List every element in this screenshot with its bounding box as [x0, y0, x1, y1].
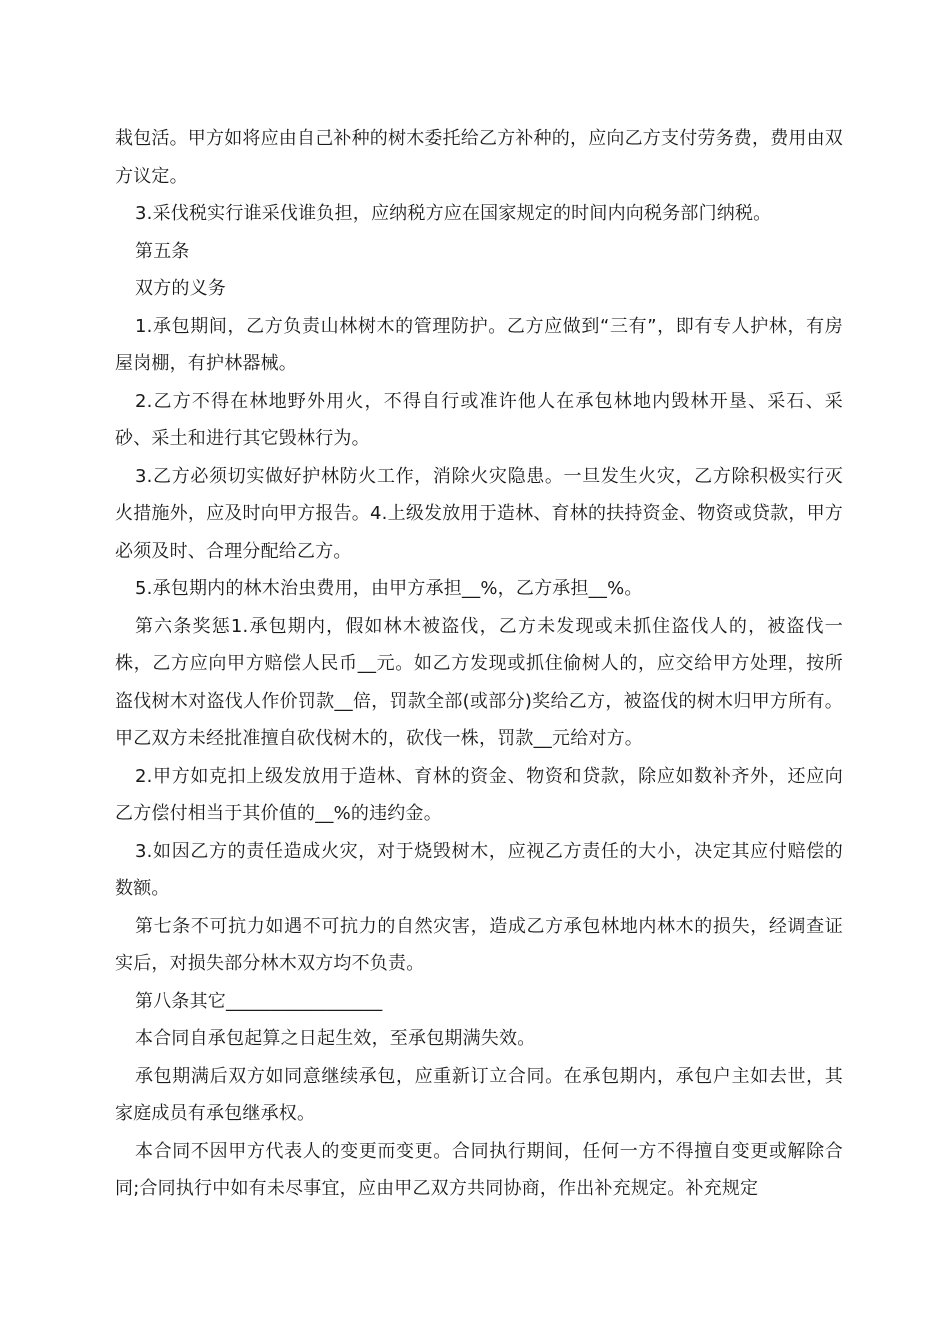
paragraph-6: 2.乙方不得在林地野外用火，不得自行或准许他人在承包林地内毁林开垦、采石、采砂、采土和进行其它毁林行为。	[115, 390, 843, 449]
section-heading-8: 第八条其它_________________	[135, 990, 383, 1012]
paragraph-9: 第六条奖惩1.承包期内，假如林木被盗伐，乙方未发现或未抓住盗伐人的，被盗伐一株，乙方应向甲方赔偿人民币__元。如乙方发现或抓住偷树人的，应交给甲方处理，按所盗伐树木对盗伐人作价罚款__倍，罚款全部(或部分)奖给乙方，被盗伐的树木归甲方所有。甲乙双方未经批准擅自砍伐树木的，砍伐一株，罚款__元给对方。	[115, 615, 843, 749]
paragraph-14: 本合同自承包起算之日起生效，至承包期满失效。	[135, 1028, 536, 1049]
paragraph-10: 2.甲方如克扣上级发放用于造林、育林的资金、物资和贷款，除应如数补齐外，还应向乙方偿付相当于其价值的__%的违约金。	[115, 765, 843, 824]
paragraph-12: 第七条不可抗力如遇不可抗力的自然灾害，造成乙方承包林地内林木的损失，经调查证实后，对损失部分林木双方均不负责。	[115, 915, 843, 974]
paragraph-1: 栽包活。甲方如将应由自己补种的树木委托给乙方补种的，应向乙方支付劳务费，费用由双方议定。	[115, 128, 843, 187]
section-heading-5: 第五条	[135, 240, 190, 262]
paragraph-7: 3.乙方必须切实做好护林防火工作，消除火灾隐患。一旦发生火灾，乙方除积极实行灭火措施外，应及时向甲方报告。4.上级发放用于造林、育林的扶持资金、物资或贷款，甲方必须及时、合理分配给乙方。	[115, 465, 843, 562]
document-body	[115, 120, 843, 1208]
paragraph-2: 3.采伐税实行谁采伐谁负担，应纳税方应在国家规定的时间内向税务部门纳税。	[135, 203, 772, 224]
paragraph-5: 1.承包期间，乙方负责山林树木的管理防护。乙方应做到“三有”，即有专人护林，有房屋岗棚，有护林器械。	[115, 315, 843, 374]
section-subtitle-obligations: 双方的义务	[135, 278, 226, 299]
paragraph-8: 5.承包期内的林木治虫费用，由甲方承担__%，乙方承担__%。	[135, 578, 643, 599]
paragraph-11: 3.如因乙方的责任造成火灾，对于烧毁树木，应视乙方责任的大小，决定其应付赔偿的数额。	[115, 840, 843, 899]
paragraph-15: 承包期满后双方如同意继续承包，应重新订立合同。在承包期内，承包户主如去世，其家庭成员有承包继承权。	[115, 1065, 843, 1124]
paragraph-16: 本合同不因甲方代表人的变更而变更。合同执行期间，任何一方不得擅自变更或解除合同;合同执行中如有未尽事宜，应由甲乙双方共同协商，作出补充规定。补充规定	[115, 1140, 843, 1199]
